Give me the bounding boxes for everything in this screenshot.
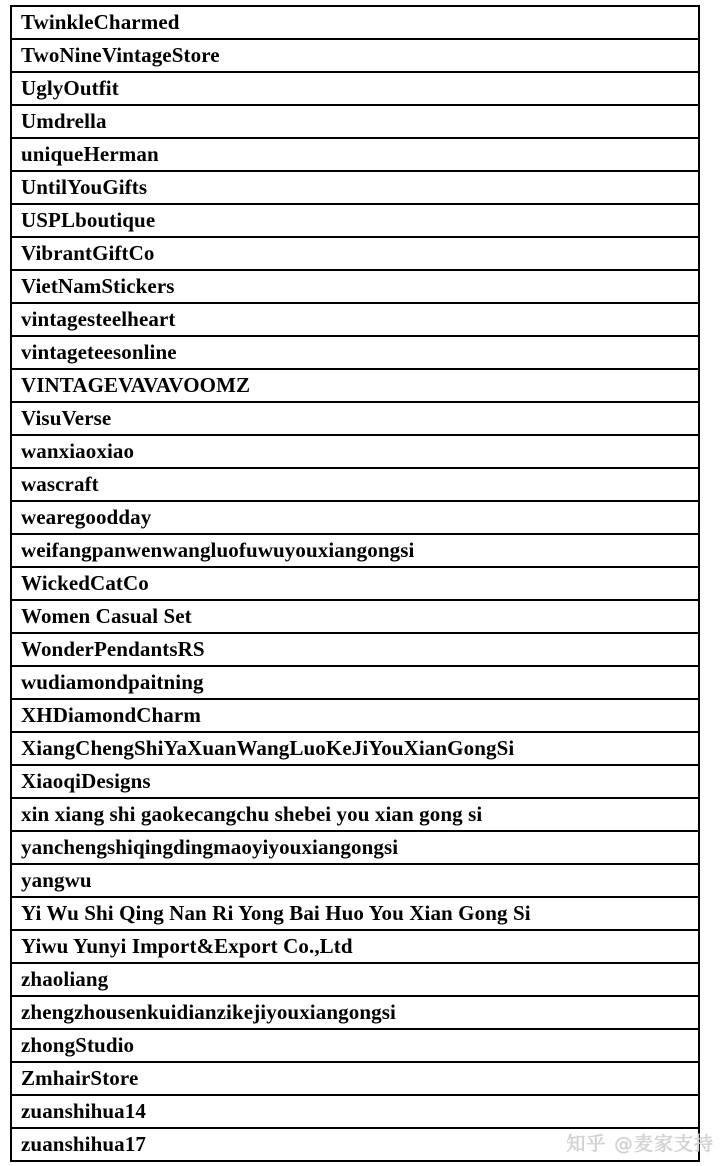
table-row [11, 435, 699, 468]
store-name-cell: XiaoqiDesigns [11, 765, 699, 798]
store-name-cell: Yiwu Yunyi Import&Export Co.,Ltd [11, 930, 699, 963]
store-name-cell: TwoNineVintageStore [11, 39, 699, 72]
table-row [11, 237, 699, 270]
store-name-cell: UntilYouGifts [11, 171, 699, 204]
store-name-cell: VINTAGEVAVAVOOMZ [11, 369, 699, 402]
table-row [11, 633, 699, 666]
store-name-cell: VisuVerse [11, 402, 699, 435]
store-name-cell: vintageteesonline [11, 336, 699, 369]
store-name-cell: wearegoodday [11, 501, 699, 534]
table-row [11, 402, 699, 435]
table-row [11, 996, 699, 1029]
store-name-cell: Yi Wu Shi Qing Nan Ri Yong Bai Huo You Xian Gong Si [11, 897, 699, 930]
store-name-cell: xin xiang shi gaokecangchu shebei you xian gong si [11, 798, 699, 831]
table-row [11, 1095, 699, 1128]
table-row [11, 864, 699, 897]
table-row [11, 567, 699, 600]
store-name-cell: zhongStudio [11, 1029, 699, 1062]
table-row [11, 171, 699, 204]
table-row [11, 6, 699, 39]
watermark-text: 知乎 @麦家支持 [566, 1133, 714, 1155]
store-name-cell: USPLboutique [11, 204, 699, 237]
store-name-cell: WickedCatCo [11, 567, 699, 600]
table-row [11, 1128, 699, 1161]
table-row [11, 699, 699, 732]
store-name-cell: UglyOutfit [11, 72, 699, 105]
table-row [11, 105, 699, 138]
store-name-cell: zhaoliang [11, 963, 699, 996]
table-row [11, 732, 699, 765]
table-row [11, 270, 699, 303]
table-row [11, 204, 699, 237]
table-row [11, 534, 699, 567]
store-name-cell: WonderPendantsRS [11, 633, 699, 666]
table-row [11, 765, 699, 798]
store-name-cell: yangwu [11, 864, 699, 897]
store-name-cell: yanchengshiqingdingmaoyiyouxiangongsi [11, 831, 699, 864]
table-row [11, 1029, 699, 1062]
store-name-cell: zuanshihua14 [11, 1095, 699, 1128]
store-name-cell: uniqueHerman [11, 138, 699, 171]
table-row [11, 72, 699, 105]
table-row [11, 369, 699, 402]
store-name-cell: zuanshihua17 [11, 1128, 699, 1161]
store-name-cell: TwinkleCharmed [11, 6, 699, 39]
store-name-cell: XiangChengShiYaXuanWangLuoKeJiYouXianGongSi [11, 732, 699, 765]
store-name-cell: vintagesteelheart [11, 303, 699, 336]
table-row [11, 138, 699, 171]
store-name-cell: wascraft [11, 468, 699, 501]
store-name-cell: Umdrella [11, 105, 699, 138]
store-name-cell: weifangpanwenwangluofuwuyouxiangongsi [11, 534, 699, 567]
table-row [11, 666, 699, 699]
table-row [11, 303, 699, 336]
store-name-cell: VibrantGiftCo [11, 237, 699, 270]
store-name-cell: Women Casual Set [11, 600, 699, 633]
table-row [11, 600, 699, 633]
table-row [11, 468, 699, 501]
table-row [11, 963, 699, 996]
table-row [11, 501, 699, 534]
table-row [11, 798, 699, 831]
table-row [11, 831, 699, 864]
table-row [11, 39, 699, 72]
store-name-cell: ZmhairStore [11, 1062, 699, 1095]
store-name-cell: zhengzhousenkuidianzikejiyouxiangongsi [11, 996, 699, 1029]
table-body [11, 6, 699, 1161]
table-row [11, 897, 699, 930]
store-name-cell: XHDiamondCharm [11, 699, 699, 732]
store-name-cell: wanxiaoxiao [11, 435, 699, 468]
store-name-cell: wudiamondpaitning [11, 666, 699, 699]
store-name-table [10, 5, 700, 1162]
table-row [11, 1062, 699, 1095]
table-row [11, 930, 699, 963]
store-name-cell: VietNamStickers [11, 270, 699, 303]
table-row [11, 336, 699, 369]
